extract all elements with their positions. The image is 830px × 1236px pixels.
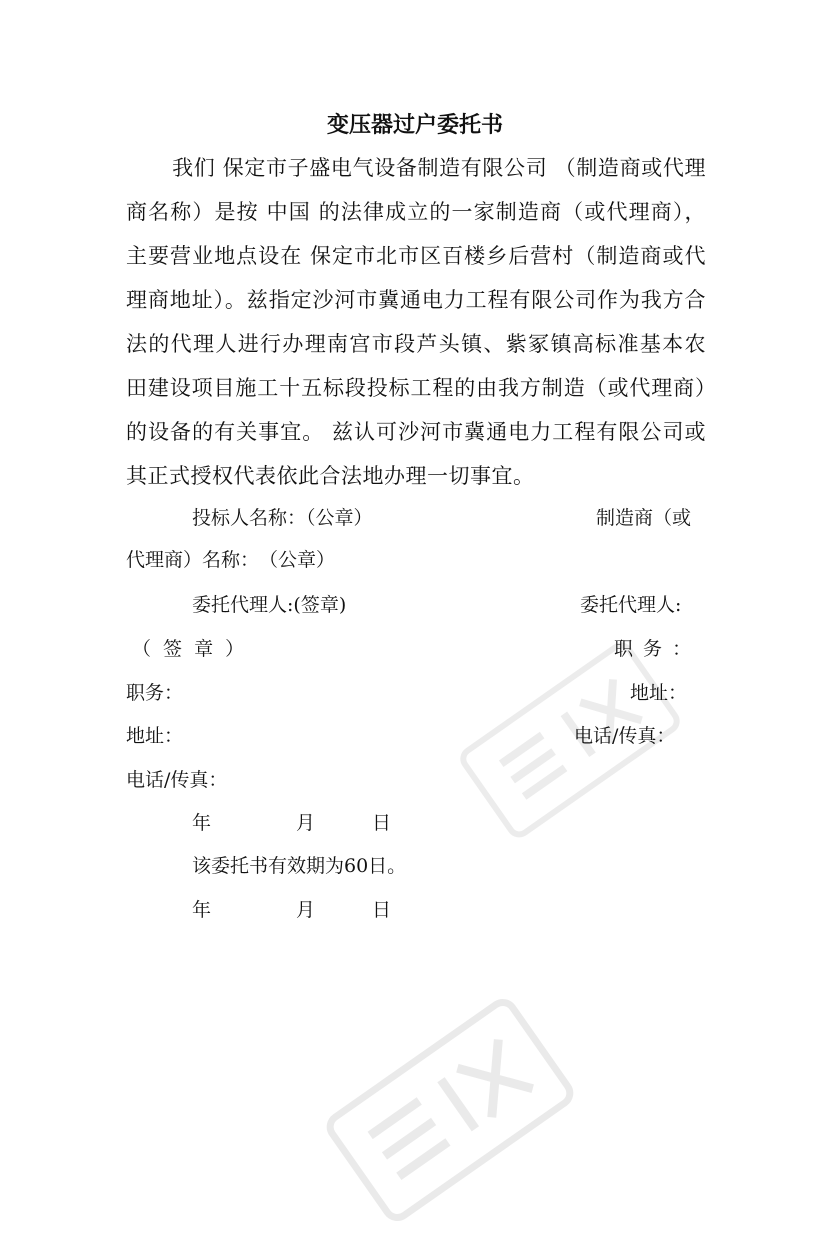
- phone-fax-left-label: 电话/传真：: [126, 769, 228, 791]
- manufacturer-name-label-part1: 制造商（或: [596, 507, 692, 529]
- watermark-mark: [445, 628, 694, 852]
- date1-day: 日: [372, 812, 392, 834]
- position-left-label: 职务：: [126, 682, 184, 704]
- body-paragraph: 我们 保定市子盛电气设备制造有限公司 （制造商或代理商名称）是按 中国 的法律成立的一家制造商（或代理商），主要营业地点设在 保定市北市区百楼乡后营村（制造商或代理商地址）。兹指定沙河市冀通电力工程有限公司作为我方合法的代理人进行办理南宫市段芦头镇、紫冢镇高标准基本农田建设项目施工十五标段投标工程的由我方制造（或代理商）的设备的有关事宜。 兹认可沙河市冀通电力工程有限公司或其正式授权代表依此合法地办理一切事宜。: [126, 156, 706, 488]
- address-right-label: 地址：: [630, 682, 688, 704]
- date2-year: 年: [192, 899, 212, 921]
- manufacturer-name-label-part2: 代理商）名称： （公章）: [126, 549, 336, 571]
- address-left-label: 地址：: [126, 725, 184, 747]
- date2-day: 日: [372, 899, 392, 921]
- date1-month: 月: [296, 812, 316, 834]
- position-right-label: 职 务 ：: [614, 638, 694, 660]
- bidder-name-label: 投标人名称：（公章）: [192, 507, 373, 529]
- phone-fax-right-label: 电话/传真：: [574, 725, 676, 747]
- body-paragraph-container: [126, 146, 706, 498]
- watermark-mark-lower: [312, 984, 589, 1236]
- document-title: 变压器过户委托书: [326, 113, 503, 138]
- date2-month: 月: [296, 899, 316, 921]
- agent-signature-right: 委托代理人:: [580, 594, 682, 616]
- validity-statement: 该委托书有效期为60日。: [192, 855, 407, 877]
- seal-label: （ 签 章 ）: [132, 638, 248, 660]
- agent-signature-left: 委托代理人:(签章): [192, 594, 347, 616]
- date1-year: 年: [192, 812, 212, 834]
